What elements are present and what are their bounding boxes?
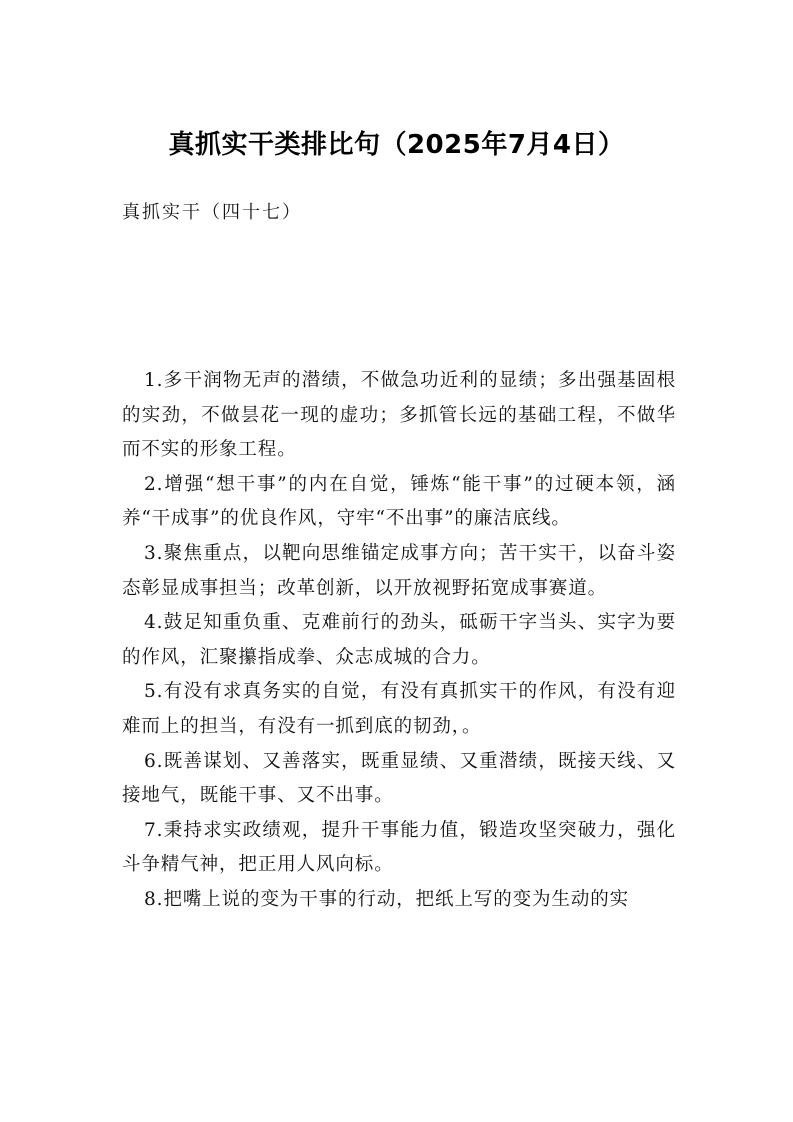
- document-subtitle: 真抓实干（四十七）: [122, 202, 302, 223]
- paragraph-5: 5.有没有求真务实的自觉，有没有真抓实干的作风，有没有迎难而上的担当，有没有一抓到底的韧劲，。: [122, 681, 676, 737]
- document-title: 真抓实干类排比句（2025年7月4日）: [168, 130, 625, 160]
- paragraph-3: 3.聚焦重点，以靶向思维锚定成事方向；苦干实干，以奋斗姿态彰显成事担当；改革创新，以开放视野拓宽成事赛道。: [122, 542, 676, 599]
- document-body: [122, 364, 676, 918]
- paragraph-7: 7.秉持求实政绩观，提升干事能力值，锻造攻坚突破力，强化斗争精气神，把正用人风向标。: [122, 819, 676, 876]
- paragraph-4: 4.鼓足知重负重、克难前行的劲头，砥砺干字当头、实字为要的作风，汇聚攥指成拳、众志成城的合力。: [122, 612, 676, 668]
- paragraph-1: 1.多干润物无声的潜绩，不做急功近利的显绩；多出强基固根的实劲，不做昙花一现的虚功；多抓管长远的基础工程，不做华而不实的形象工程。: [122, 370, 676, 461]
- paragraph-2: 2.增强“想干事”的内在自觉，锤炼“能干事”的过硬本领，涵养“干成事”的优良作风，守牢“不出事”的廉洁底线。: [122, 473, 676, 530]
- paragraph-8: 8.把嘴上说的变为干事的行动，把纸上写的变为生动的实: [144, 888, 630, 910]
- paragraph-6: 6.既善谋划、又善落实，既重显绩、又重潜绩，既接天线、又接地气，既能干事、又不出事。: [122, 750, 676, 807]
